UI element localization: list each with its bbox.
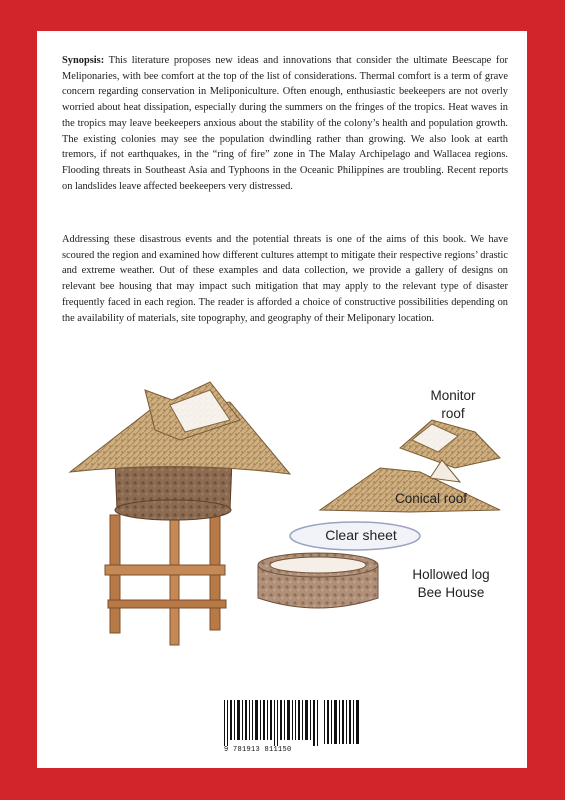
red-border-top [0,0,565,31]
label-conical-roof: Conical roof [394,491,468,506]
label-clear-sheet: Clear sheet [325,527,397,543]
red-border-left [0,0,37,800]
red-border-bottom [0,768,565,800]
label-monitor-roof-line1: Monitor [430,388,476,403]
hollowed-log-part [258,553,378,608]
label-monitor-roof-line2: roof [441,406,465,421]
synopsis-paragraph-1 [62,53,508,194]
log-on-stand [115,460,232,520]
label-hollowed-log-line1: Hollowed log [412,567,490,582]
assembled-roof [70,382,290,474]
label-hollowed-log-line2: Bee House [417,585,485,600]
synopsis-paragraph-2: Addressing these disastrous events and the potential threats is one of the aims of this book. We have scoured the region and examined how different cultures attempt to mitigate their respective regions’ drastic and extreme weather. Out of these examples and data collection, we provide a gallery of designs on relevant bee housing that may impact such mitigation that may apply to the relevant type of disaster frequently faced in each region. The reader is afforded a choice of constructive possibilities depending on the availability of materials, site topography, and geography of their Meliponary location. [62,234,508,324]
barcode-digits: 9 781913 811150 [224,746,292,754]
wooden-stand [105,515,226,645]
label-monitor-roof [418,387,488,423]
red-border-right [527,0,565,800]
synopsis-text: This literature proposes new ideas and innovations that consider the ultimate Beescape for Meliponaries, with bee comfort at the top of the list of considerations. Thermal comfort is a term of grave concern regarding conservation in Meliponiculture. Often enough, enthusiastic beekeepers are not overly worried about heat dissipation, especially during the summers on the fringes of the tropics. Heat waves in the tropics may leave beekeepers anxious about the stability of the colony’s health and population growth. The existing colonies may see the population dwindling rather than growing. We also look at earth tremors, if not earthquakes, in the “ring of fire” zone in The Malay Archipelago and Wallacea regions. Flooding threats in Southeast Asia and Typhoons in the Oceanic Philippines are troubling. Recent reports on landslides leave affected beekeepers very distressed. [62,55,508,192]
monitor-roof-part [400,420,500,468]
label-hollowed-log [396,566,506,602]
synopsis-label: Synopsis: [62,55,105,66]
